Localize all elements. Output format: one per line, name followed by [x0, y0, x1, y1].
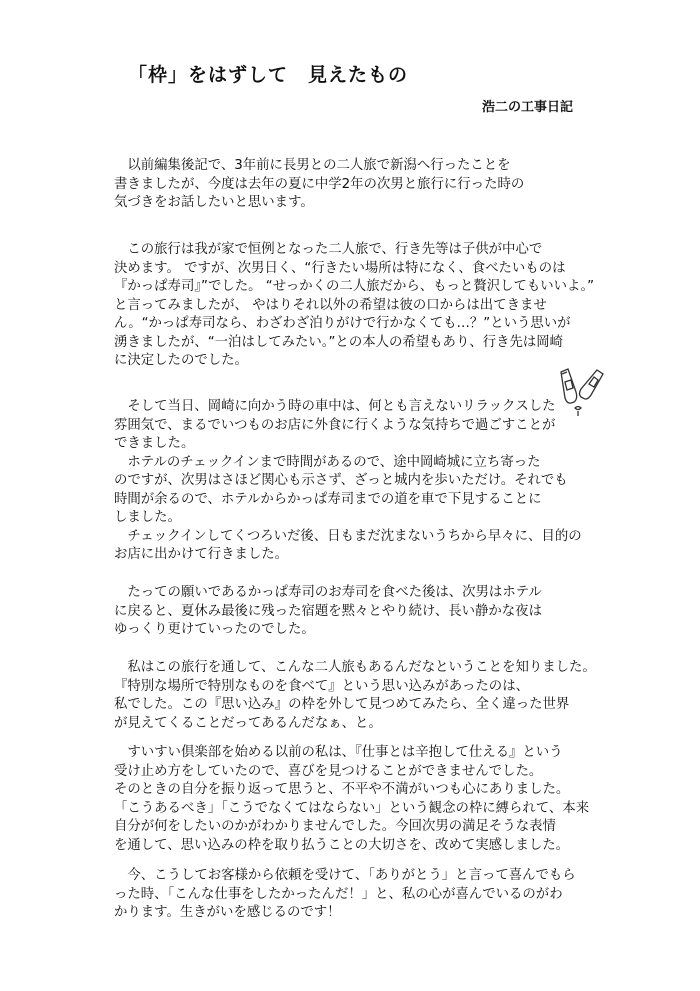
- text-line: 今、こうしてお客様から依頼を受けて、「ありがとう」と言って喜んでもら: [114, 868, 576, 883]
- text-line: 自分が何をしたいのかがわかりませんでした。今回次男の満足そうな表情: [114, 819, 556, 834]
- text-line: 『特別な場所で特別なものを食べて』という思い込みがあったのは、: [114, 678, 529, 694]
- text-line: できました。: [114, 436, 195, 451]
- text-line: 以前編集後記で、3年前に長男との二人旅で新潟へ行ったことを: [114, 158, 511, 173]
- text-line: すいすい倶楽部を始める以前の私は、『仕事とは辛抱して仕える』という: [114, 745, 563, 760]
- text-line: そのときの自分を振り返って思うと、不平や不満がいつも心にありました。: [114, 782, 570, 797]
- text-line: 書きましたが、今度は去年の夏に中学2年の次男と旅行に行った時の: [114, 176, 525, 192]
- text-line: が見えてくることだってあるんだなぁ、と。: [114, 715, 382, 731]
- text-line: この旅行は我が家で恒例となった二人旅で、行き先等は子供が中心で: [114, 242, 543, 257]
- text-line: チェックインしてくつろいだ後、日もまだ沈まないうちから早々に、目的の: [114, 528, 582, 544]
- text-line: 気づきをお話したいと思います。: [114, 195, 314, 210]
- text-line: 雰囲気で、まるでいつものお店に外食に行くような気持ちで過ごすことが: [114, 417, 556, 433]
- text-line: お店に出かけて行きました。: [114, 547, 289, 562]
- text-line: 私はこの旅行を通して、こんな二人旅もあるんだなということを知りました。: [114, 660, 596, 675]
- text-line: ゆっくり更けていったのでした。: [114, 622, 315, 637]
- text-line: に戻ると、夏休み最後に残った宿題を黙々とやり続け、長い静かな夜は: [114, 603, 542, 619]
- text-line: に決定したのでした。: [114, 353, 248, 368]
- paragraph-2: [114, 241, 614, 371]
- text-line: しました。: [114, 510, 181, 525]
- page-title: 「枠」をはずして 見えたもの: [128, 64, 409, 86]
- text-line: 湧きましたが、“一泊はしてみたい。”との本人の希望もあり、行き先は岡崎: [114, 334, 564, 350]
- text-line: そして当日、岡崎に向かう時の車中は、何とも言えないリラックスした: [114, 399, 556, 414]
- text-line: 「こうあるべき」「こうでなくてはならない」という観念の枠に縛られて、本来: [114, 800, 590, 816]
- paragraph-6: [114, 744, 614, 855]
- text-line: 私でした。この『思い込み』の枠を外して見つめてみたら、全く違った世界: [114, 697, 570, 712]
- text-line: を通して、思い込みの枠を取り払うことの大切さを、改めて実感しました。: [114, 837, 570, 853]
- text-line: ん。“かっぱ寿司なら、わざわざ泊りがけで行かなくても…？”という思いが: [114, 316, 571, 331]
- paragraph-7: [114, 867, 614, 923]
- text-line: のですが、次男はさほど関心も示さず、ざっと城内を歩いただけ。それでも: [114, 473, 568, 488]
- text-line: 時間が余るので、ホテルからかっぱ寿司までの道を車で下見することに: [114, 491, 542, 507]
- byline: 浩二の工事日記: [482, 100, 574, 115]
- paragraph-5: [114, 659, 614, 733]
- paragraph-1: [114, 157, 614, 213]
- text-line: 『かっぱ寿司』”でした。 “せっかくの二人旅だから、もっと贅沢してもいいよ。”: [114, 279, 595, 294]
- text-line: った時、「こんな仕事をしたかったんだ！」と、私の心が喜んでいるのがわ: [114, 886, 563, 902]
- paragraph-4: [114, 584, 614, 640]
- text-line: と言ってみましたが、 やはりそれ以外の希望は彼の口からは出てきませ: [114, 297, 547, 313]
- text-line: ホテルのチェックインまで時間があるので、途中岡崎城に立ち寄った: [114, 454, 541, 470]
- text-line: たっての願いであるかっぱ寿司のお寿司を食べた後は、次男はホテル: [114, 585, 542, 600]
- paragraph-3: [114, 398, 614, 565]
- text-line: 受け止め方をしていたので、喜びを見つけることができませんでした。: [114, 763, 543, 779]
- text-line: かります。生きがいを感じるのです！: [114, 905, 341, 920]
- text-line: 決めます。 ですが、次男日く、“行きたい場所は特になく、食べたいものは: [114, 260, 566, 276]
